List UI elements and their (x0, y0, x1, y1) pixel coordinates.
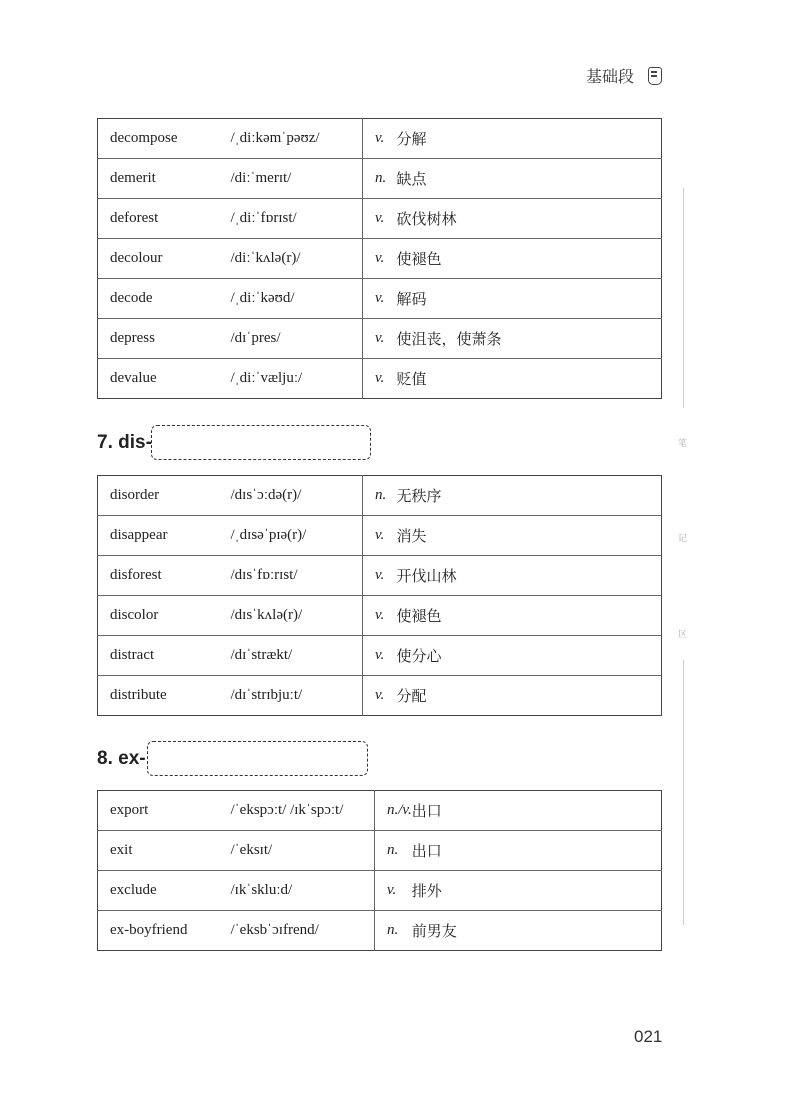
word: distract (98, 636, 231, 676)
part-of-speech: n./v. (375, 791, 412, 831)
book-icon (648, 67, 662, 85)
part-of-speech: n. (363, 476, 397, 516)
meaning: 使分心 (397, 636, 662, 676)
word: export (98, 791, 231, 831)
word: exit (98, 831, 231, 871)
phonetic: /ˈekspɔːt/ /ɪkˈspɔːt/ (231, 791, 375, 831)
word: decolour (98, 239, 231, 279)
table-row (98, 911, 662, 951)
phonetic: /dɪˈstrɪbjuːt/ (231, 676, 363, 716)
table-row (98, 476, 662, 516)
section-heading-dis: 7. dis- (97, 432, 152, 453)
table-row (98, 676, 662, 716)
part-of-speech: n. (387, 922, 399, 938)
fill-in-blank-ex[interactable] (147, 741, 368, 776)
meaning: 贬值 (396, 370, 427, 388)
table-row (98, 239, 662, 279)
meaning: 分配 (396, 687, 427, 705)
part-of-speech: n. (375, 831, 412, 871)
phonetic: /ˌdiːˈvæljuː/ (231, 359, 363, 399)
part-of-speech: v. (363, 119, 397, 159)
table-row (98, 279, 662, 319)
table-row (98, 831, 662, 871)
phonetic: /dɪsˈkʌlə(r)/ (231, 596, 363, 636)
part-of-speech: v. (363, 319, 397, 359)
section-heading-ex: 8. ex- (97, 748, 146, 769)
word: demerit (98, 159, 231, 199)
vocab-table-ex (97, 790, 662, 951)
phonetic: /ˈeksbˈɔɪfrend/ (231, 911, 375, 951)
part-of-speech: v. (375, 871, 412, 911)
meaning: 使沮丧，使萧条 (397, 319, 662, 359)
phonetic: /diːˈkʌlə(r)/ (231, 239, 363, 279)
part-of-speech: v. (363, 199, 397, 239)
word: exclude (98, 871, 231, 911)
table-row (98, 556, 662, 596)
phonetic: /dɪsˈɔːdə(r)/ (231, 476, 363, 516)
phonetic: /dɪˈstrækt/ (231, 636, 363, 676)
part-of-speech: v. (363, 516, 397, 556)
meaning: 无秩序 (397, 476, 662, 516)
table-row (98, 596, 662, 636)
word: decompose (98, 119, 231, 159)
part-of-speech: v. (363, 239, 397, 279)
meaning: 消失 (397, 516, 662, 556)
page-header (586, 64, 662, 87)
phonetic: /ˌdiːkəmˈpəʊz/ (231, 119, 363, 159)
meaning: 分解 (397, 119, 662, 159)
table-row (98, 159, 662, 199)
table-row (98, 359, 662, 399)
meaning: 出口 (412, 791, 662, 831)
part-of-speech: v. (375, 370, 385, 386)
vocab-table-dis (97, 475, 662, 716)
word: disappear (98, 516, 231, 556)
part-of-speech: n. (363, 159, 397, 199)
word: decode (98, 279, 231, 319)
notes-label-3: 区 (678, 630, 688, 640)
part-of-speech: v. (363, 556, 397, 596)
table-row (98, 516, 662, 556)
part-of-speech: v. (363, 596, 397, 636)
meaning: 前男友 (411, 922, 457, 940)
notes-label-2: 记 (678, 534, 688, 544)
phonetic: /ˌdɪsəˈpɪə(r)/ (231, 516, 363, 556)
notes-label-1: 笔 (678, 439, 688, 449)
fill-in-blank-dis[interactable] (151, 425, 371, 460)
table-row (98, 871, 662, 911)
word: disorder (98, 476, 231, 516)
page-number: 021 (634, 1027, 663, 1046)
table-row (98, 791, 662, 831)
phonetic: /ˈeksɪt/ (231, 831, 375, 871)
notes-margin-line-bottom (683, 660, 684, 925)
meaning: 排外 (412, 871, 662, 911)
table-row (98, 636, 662, 676)
phonetic: /ˌdiːˈkəʊd/ (231, 279, 363, 319)
phonetic: /dɪˈpres/ (231, 319, 363, 359)
meaning: 砍伐树林 (397, 199, 662, 239)
part-of-speech: v. (363, 279, 397, 319)
phonetic: /ɪkˈskluːd/ (231, 871, 375, 911)
table-row (98, 119, 662, 159)
meaning: 解码 (397, 279, 662, 319)
word: ex-boyfriend (110, 922, 188, 938)
word: disforest (98, 556, 231, 596)
notes-margin-line-top (683, 188, 684, 408)
word: devalue (110, 370, 157, 386)
meaning: 开伐山林 (397, 556, 662, 596)
word: distribute (110, 687, 167, 703)
section-title-header: 基础段 (586, 67, 635, 86)
table-row (98, 199, 662, 239)
part-of-speech: v. (375, 687, 385, 703)
vocab-table-de (97, 118, 662, 399)
part-of-speech: v. (363, 636, 397, 676)
meaning: 使褪色 (397, 239, 662, 279)
meaning: 缺点 (397, 159, 662, 199)
meaning: 使褪色 (397, 596, 662, 636)
phonetic: /dɪsˈfɒːrɪst/ (231, 556, 363, 596)
word: discolor (98, 596, 231, 636)
word: depress (98, 319, 231, 359)
phonetic: /ˌdiːˈfɒrɪst/ (231, 199, 363, 239)
phonetic: /diːˈmerɪt/ (231, 159, 363, 199)
word: deforest (98, 199, 231, 239)
meaning: 出口 (412, 831, 662, 871)
table-row (98, 319, 662, 359)
